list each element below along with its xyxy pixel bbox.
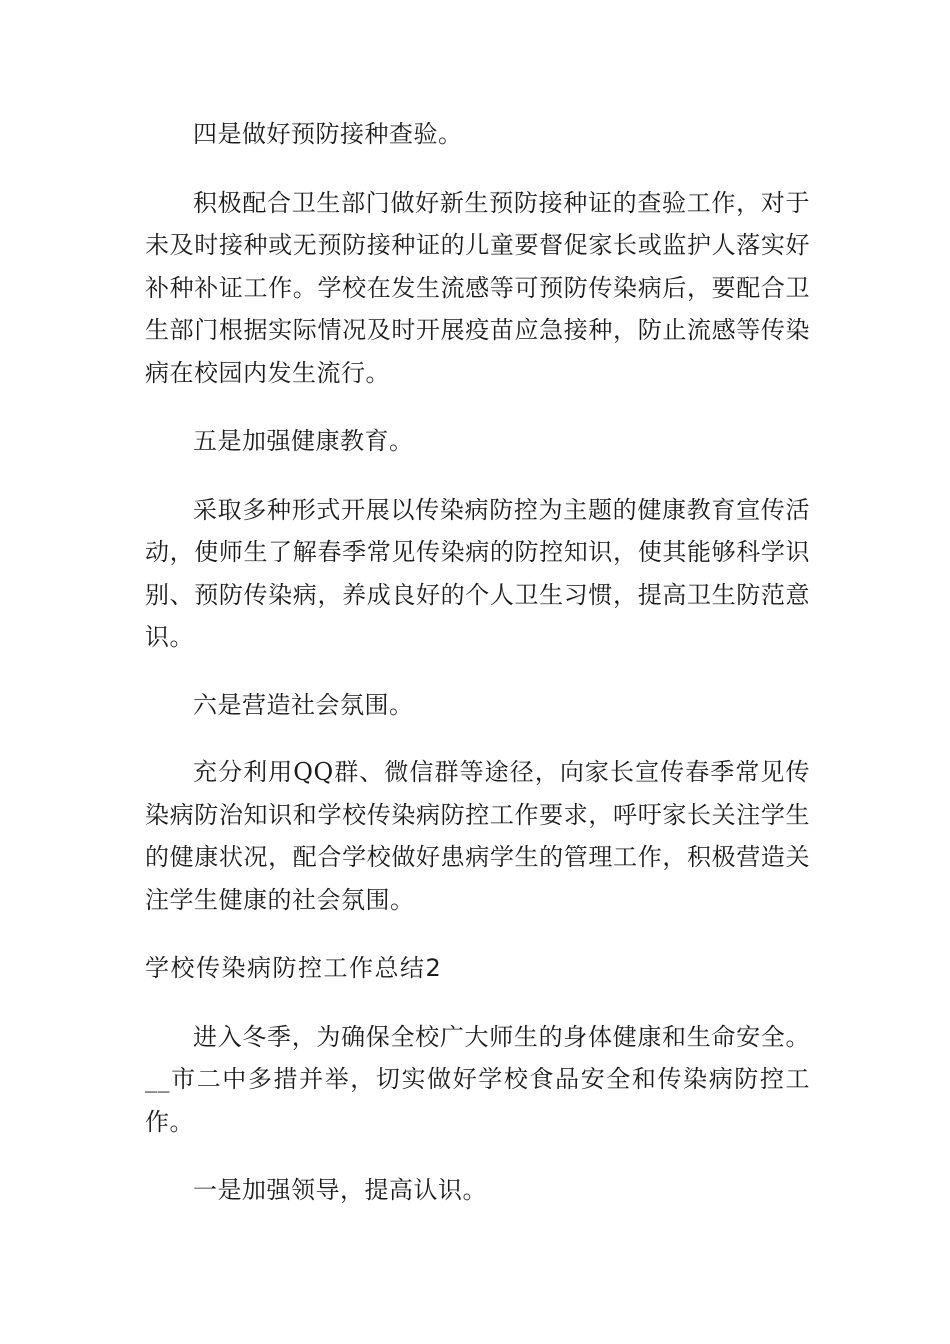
paragraph-social-atmosphere: 充分利用QQ群、微信群等途径，向家长宣传春季常见传染病防治知识和学校传染病防控工作要求，呼吁家长关注学生的健康状况，配合学校做好患病学生的管理工作，积极营造关注学生健康的社会氛围。: [145, 758, 810, 914]
paragraph-vaccination-check: 积极配合卫生部门做好新生预防接种证的查验工作，对于未及时接种或无预防接种证的儿童要督促家长或监护人落实好补种补证工作。学校在发生流感等可预防传染病后，要配合卫生部门根据实际情况及时开展疫苗应急接种，防止流感等传染病在校园内发生流行。: [145, 188, 810, 387]
paragraph-item-4-heading: 四是做好预防接种查验。: [193, 120, 463, 148]
paragraph-item-1-heading: 一是加强领导，提高认识。: [193, 1176, 487, 1204]
paragraph-winter-intro: 进入冬季，为确保全校广大师生的身体健康和生命安全。__市二中多措并举，切实做好学校食品安全和传染病防控工作。: [145, 1022, 810, 1136]
paragraph-health-education: 采取多种形式开展以传染病防控为主题的健康教育宣传活动，使师生了解春季常见传染病的防控知识，使其能够科学识别、预防传染病，养成良好的个人卫生习惯，提高卫生防范意识。: [145, 495, 810, 651]
paragraph-item-6-heading: 六是营造社会氛围。: [193, 690, 414, 719]
section-heading: 学校传染病防控工作总结2: [145, 954, 443, 982]
paragraph-item-5-heading: 五是加强健康教育。: [193, 427, 414, 455]
document-body: [145, 113, 810, 1212]
